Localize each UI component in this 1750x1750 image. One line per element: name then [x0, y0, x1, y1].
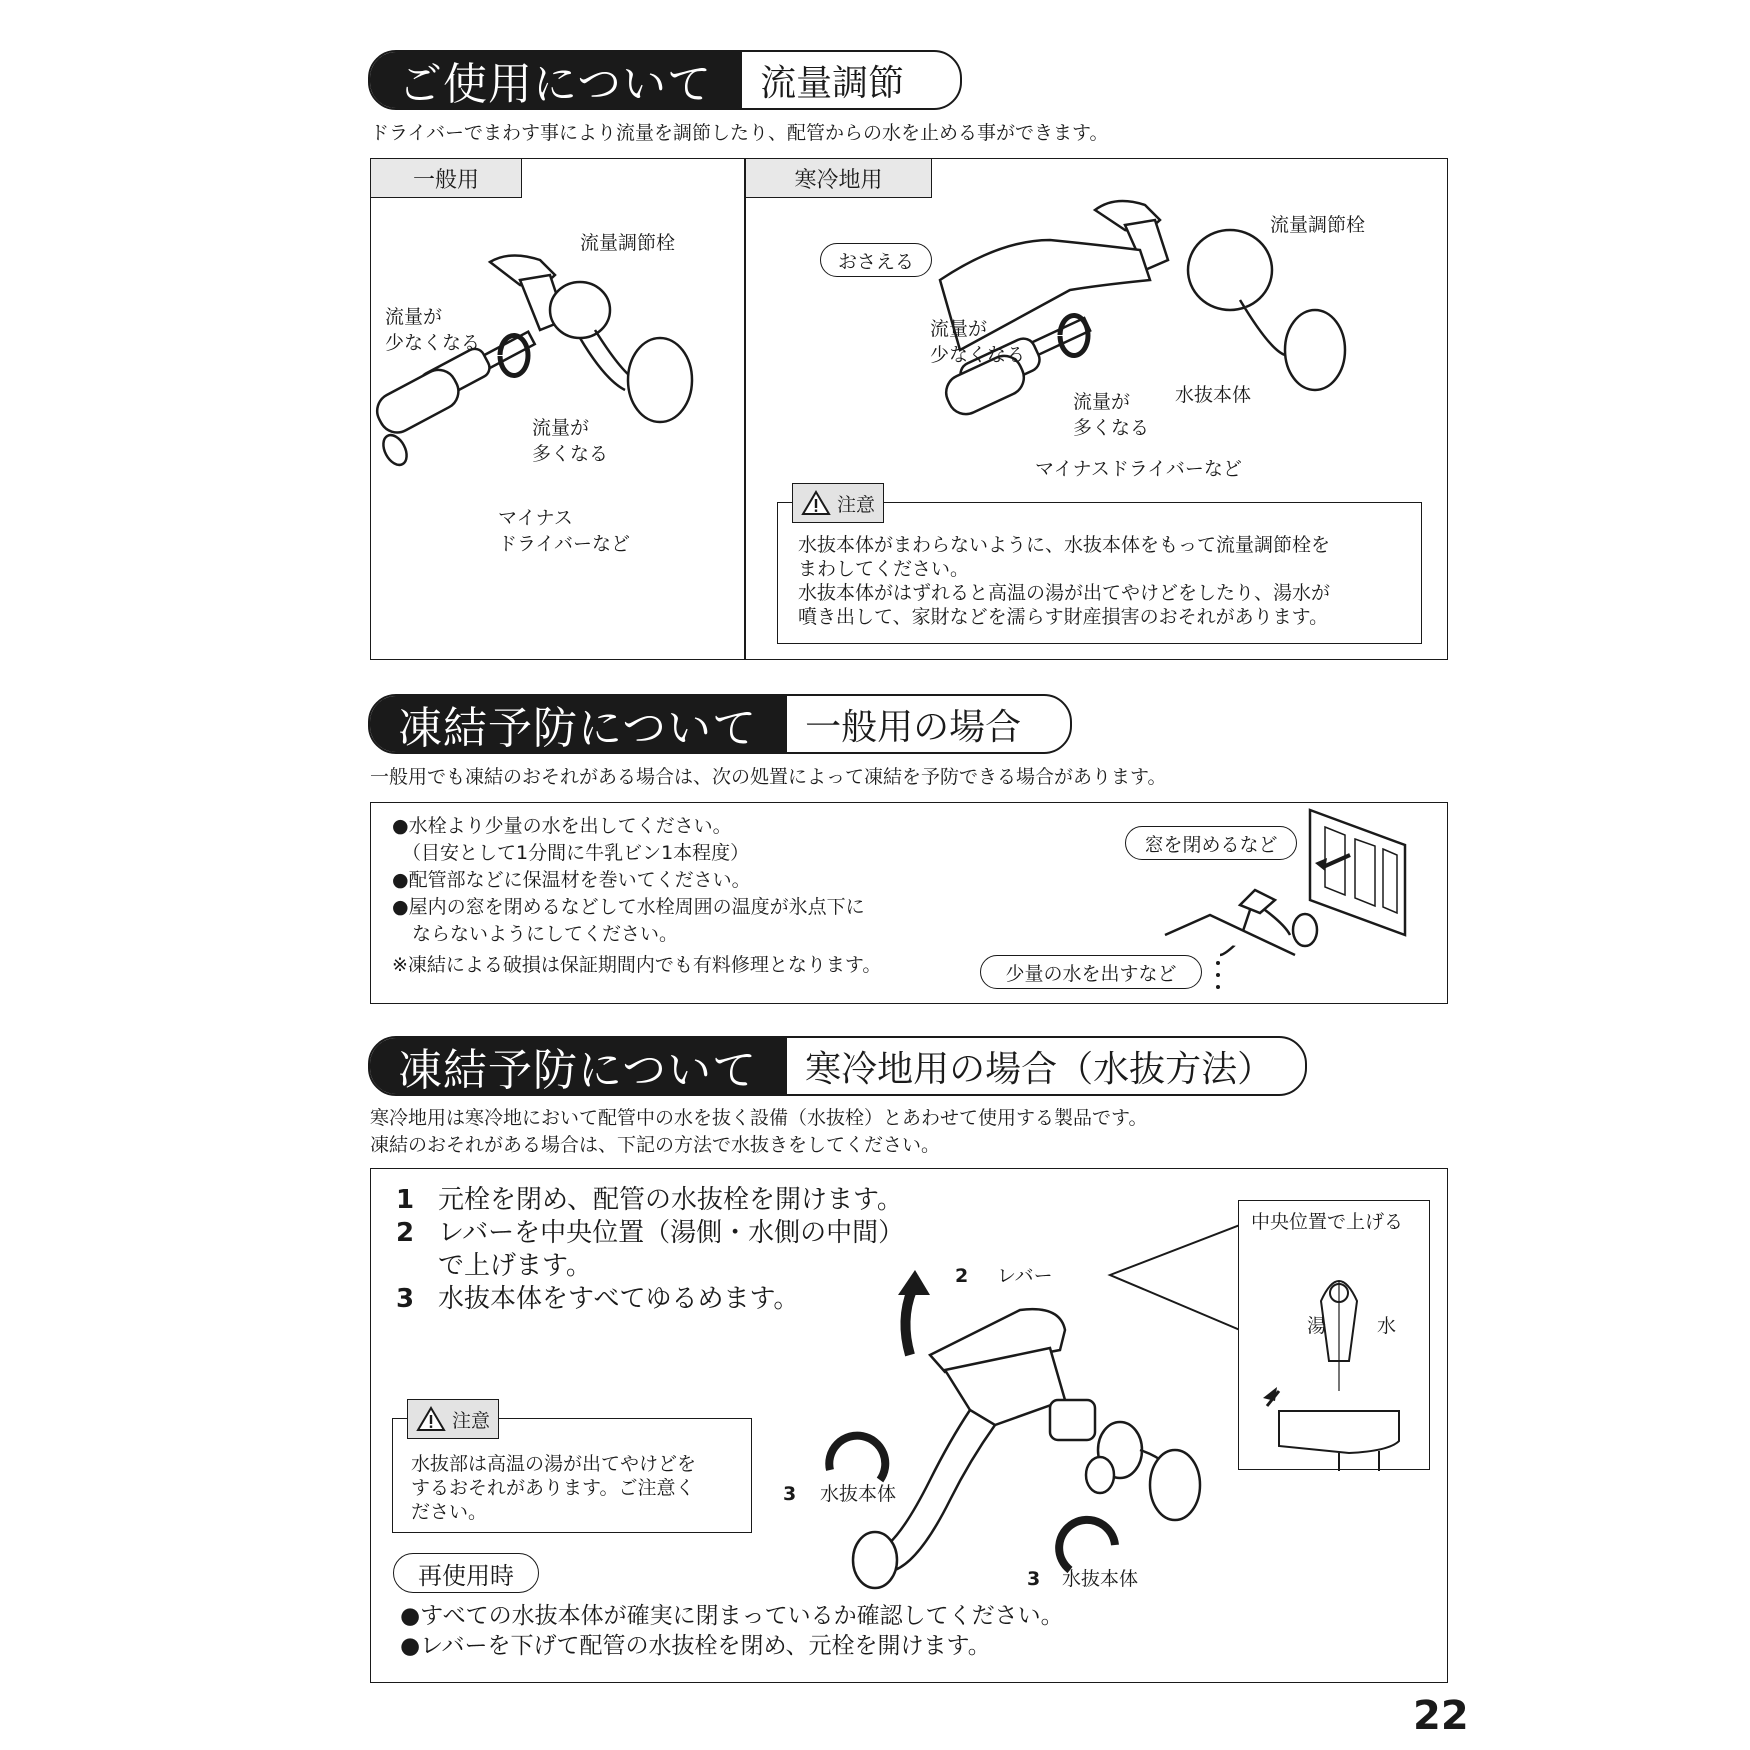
- label-lever: レバー: [997, 1265, 1053, 1287]
- warning-icon: [801, 490, 831, 516]
- label-body-right-number: 3: [1027, 1568, 1041, 1590]
- warning-icon: [416, 1406, 446, 1432]
- lever-inset: [1238, 1200, 1430, 1470]
- box-divider: [744, 159, 746, 659]
- section2-lead: 一般用でも凍結のおそれがある場合は、次の処置によって凍結を予防できる場合があります。: [370, 766, 1167, 788]
- freeze-bullet-3-cont: ならないようにしてください。: [412, 923, 679, 945]
- section2-subtitle: 一般用の場合: [805, 706, 1022, 748]
- general-label-less-1: 流量が: [385, 306, 443, 328]
- section1-lead: ドライバーでまわす事により流量を調節したり、配管からの水を止める事ができます。: [370, 122, 1109, 144]
- tab-general: 一般用: [371, 159, 522, 198]
- cold-caution-label: 注意: [837, 493, 876, 516]
- reuse-bullet-1: ●すべての水抜本体が確実に閉まっているか確認してください。: [400, 1603, 1064, 1629]
- pill-small-water: 少量の水を出すなど: [980, 955, 1202, 989]
- cold-label-body: 水抜本体: [1175, 384, 1252, 406]
- cold-caution-tag: [792, 483, 884, 523]
- pill-close-window: 窓を閉めるなど: [1125, 826, 1297, 860]
- cold-label-driver: マイナスドライバーなど: [1035, 458, 1242, 480]
- step-3-text: 水抜本体をすべてゆるめます。: [438, 1284, 800, 1314]
- cold-label-hold: おさえる: [820, 243, 932, 277]
- cold-caution-line-1: 水抜本体がまわらないように、水抜本体をもって流量調節栓を: [798, 534, 1331, 556]
- section1-title: ご使用について: [370, 52, 742, 108]
- cold-caution-box: [777, 493, 1422, 644]
- inset-cold: 水: [1377, 1315, 1397, 1337]
- label-body-right: 水抜本体: [1062, 1568, 1139, 1590]
- section3-header: [368, 1036, 1307, 1096]
- drain-caution-tag: [407, 1399, 499, 1439]
- general-label-more-1: 流量が: [532, 417, 590, 439]
- section3-lead-1: 寒冷地用は寒冷地において配管中の水を抜く設備（水抜栓）とあわせて使用する製品です。: [370, 1107, 1148, 1129]
- page-number: 22: [1413, 1693, 1469, 1739]
- step-3: 3 水抜本体をすべてゆるめます。: [396, 1284, 800, 1314]
- label-lever-number: 2: [955, 1265, 969, 1287]
- reuse-bullet-2: ●レバーを下げて配管の水抜栓を閉め、元栓を開けます。: [400, 1633, 991, 1659]
- section2-title: 凍結予防について: [370, 696, 787, 752]
- inset-hot: 湯: [1307, 1315, 1327, 1337]
- drain-caution-line-1: 水抜部は高温の湯が出てやけどを: [411, 1453, 697, 1475]
- cold-label-valve: 流量調節栓: [1270, 214, 1366, 236]
- cold-label-less-2: 少なくなる: [930, 344, 1026, 366]
- step-2-cont-text: で上げます。: [438, 1251, 592, 1281]
- tab-cold-region: 寒冷地用: [745, 159, 932, 198]
- section1-subtitle: 流量調節: [760, 62, 905, 104]
- label-body-left: 水抜本体: [820, 1483, 897, 1505]
- cold-label-more-1: 流量が: [1073, 391, 1131, 413]
- section3-title: 凍結予防について: [370, 1038, 787, 1094]
- lever-center-diagram: [1239, 1241, 1429, 1471]
- general-label-more-2: 多くなる: [532, 443, 609, 465]
- cold-label-more-2: 多くなる: [1073, 417, 1150, 439]
- cold-label-less-1: 流量が: [930, 318, 988, 340]
- freeze-bullet-3: ●屋内の窓を閉めるなどして水栓周囲の温度が氷点下に: [392, 896, 865, 918]
- drain-caution-line-2: するおそれがあります。ご注意く: [411, 1477, 695, 1499]
- freeze-note: ※凍結による破損は保証期間内でも有料修理となります。: [392, 954, 882, 976]
- freeze-bullet-2: ●配管部などに保温材を巻いてください。: [392, 869, 751, 891]
- drain-caution-line-3: ださい。: [411, 1501, 488, 1523]
- step-1-text: 元栓を閉め、配管の水抜栓を開けます。: [438, 1185, 903, 1215]
- section3-subtitle: 寒冷地用の場合（水抜方法）: [805, 1048, 1274, 1090]
- section2-header: [368, 694, 1072, 754]
- inset-title: 中央位置で上げる: [1251, 1211, 1404, 1233]
- section3-lead-2: 凍結のおそれがある場合は、下記の方法で水抜きをしてください。: [370, 1134, 941, 1156]
- general-label-driver-1: マイナス: [498, 507, 573, 529]
- drain-faucet-illustration: [820, 1250, 1240, 1600]
- drain-caution-label: 注意: [452, 1409, 491, 1432]
- general-label-less-2: 少なくなる: [385, 332, 481, 354]
- step-1: 1 元栓を閉め、配管の水抜栓を開けます。: [396, 1185, 903, 1215]
- step-2-cont: [396, 1250, 592, 1283]
- section1-header: [368, 50, 962, 110]
- general-label-driver-2: ドライバーなど: [498, 533, 631, 555]
- step-2-text: レバーを中央位置（湯側・水側の中間）: [438, 1218, 905, 1248]
- cold-caution-line-3: 水抜本体がはずれると高温の湯が出てやけどをしたり、湯水が: [798, 582, 1331, 604]
- label-body-left-number: 3: [783, 1483, 797, 1505]
- cold-caution-line-4: 噴き出して、家財などを濡らす財産損害のおそれがあります。: [798, 606, 1329, 628]
- reuse-pill: 再使用時: [393, 1553, 539, 1593]
- freeze-bullet-1: ●水栓より少量の水を出してください。: [392, 815, 732, 837]
- step-2: 2 レバーを中央位置（湯側・水側の中間）: [396, 1218, 905, 1248]
- drain-caution-box: [392, 1409, 752, 1533]
- general-label-valve: 流量調節栓: [580, 232, 676, 254]
- cold-caution-line-2: まわしてください。: [798, 558, 970, 580]
- freeze-bullet-1-note: （目安として1分間に牛乳ビン1本程度）: [402, 842, 750, 864]
